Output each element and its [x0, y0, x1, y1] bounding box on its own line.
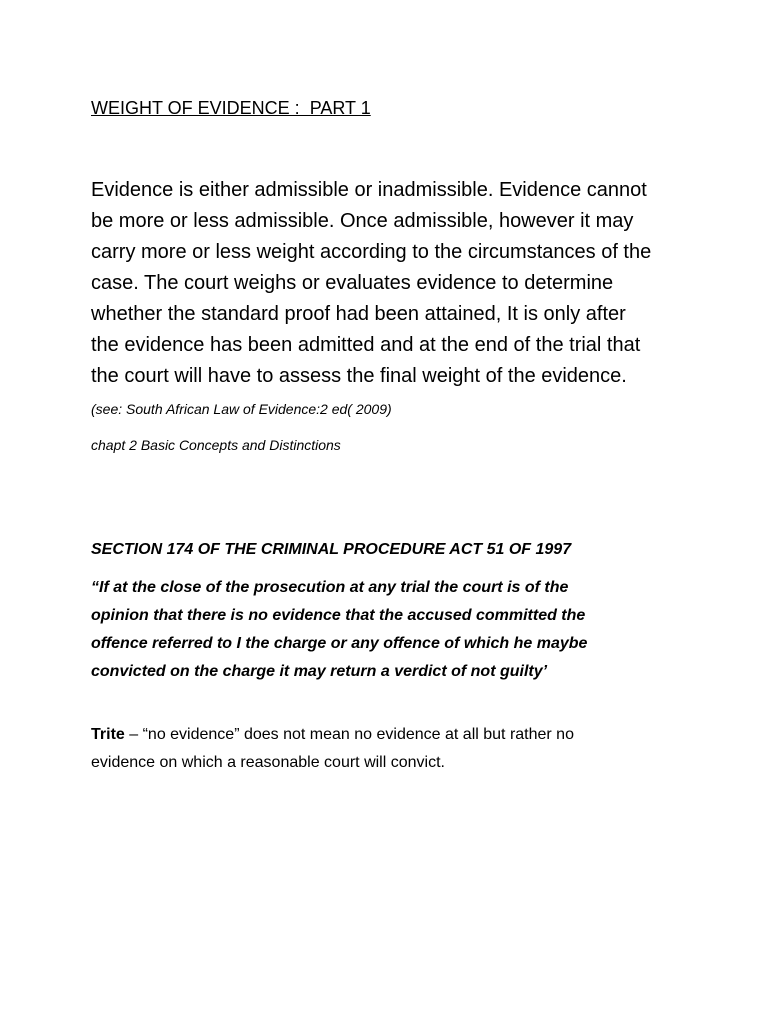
document-heading: WEIGHT OF EVIDENCE : PART 1 [91, 98, 371, 118]
quote-line: “If at the close of the prosecution at any trial the court is of the [91, 579, 569, 596]
intro-paragraph [91, 175, 691, 392]
statute-quote [91, 574, 691, 686]
quote-line: opinion that there is no evidence that the accused committed the [91, 607, 586, 624]
citation-source: (see: South African Law of Evidence:2 ed( 2009) [91, 401, 392, 417]
section-title: SECTION 174 OF THE CRIMINAL PROCEDURE ACT 51 OF 1997 [91, 541, 572, 558]
quote-line: offence referred to I the charge or any offence of which he maybe [91, 635, 588, 652]
quote-line: convicted on the charge it may return a verdict of not guilty’ [91, 663, 548, 680]
trite-text: – “no evidence” does not mean no evidence at all but rather no [124, 726, 574, 743]
intro-line: the evidence has been admitted and at the end of the trial that [91, 334, 641, 356]
intro-line: whether the standard proof had been attained, It is only after [91, 303, 626, 325]
trite-line: evidence on which a reasonable court will convict. [91, 754, 445, 771]
trite-paragraph [91, 721, 691, 777]
citation-chapter: chapt 2 Basic Concepts and Distinctions [91, 437, 341, 453]
trite-line [91, 721, 691, 749]
trite-label: Trite [91, 726, 125, 743]
intro-line: Evidence is either admissible or inadmissible. Evidence cannot [91, 179, 647, 201]
intro-line: be more or less admissible. Once admissible, however it may [91, 210, 634, 232]
intro-line: the court will have to assess the final weight of the evidence. [91, 365, 627, 387]
intro-line: carry more or less weight according to the circumstances of the [91, 241, 652, 263]
intro-line: case. The court weighs or evaluates evidence to determine [91, 272, 614, 294]
